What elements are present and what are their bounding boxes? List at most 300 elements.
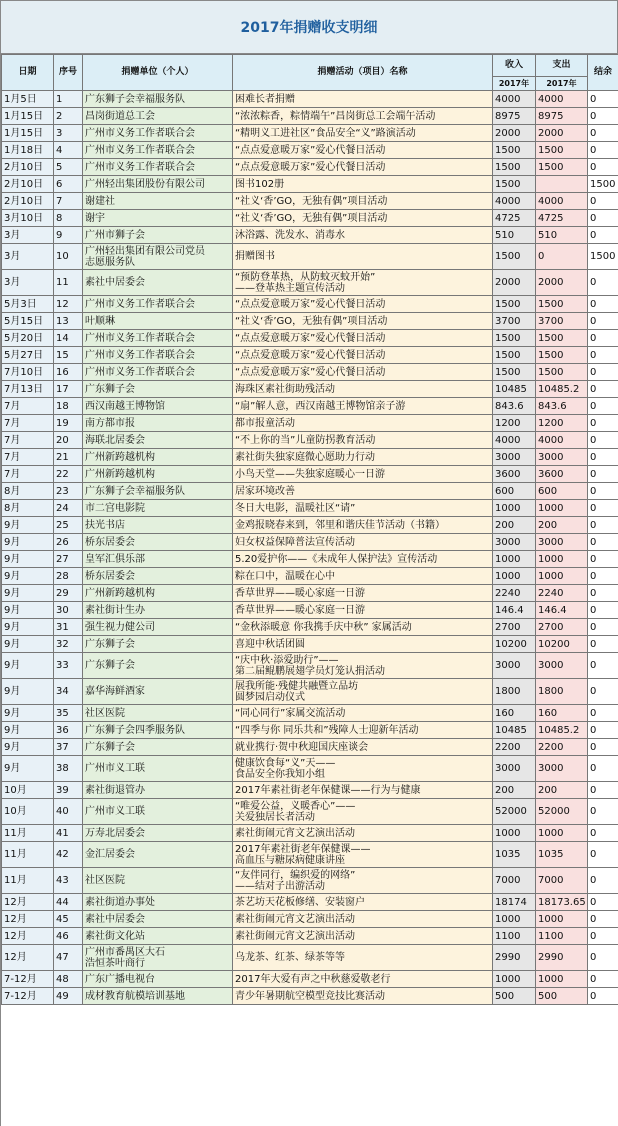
cell-balance: 0 — [588, 500, 618, 517]
cell-expense: 1000 — [536, 551, 588, 568]
cell-expense: 2700 — [536, 619, 588, 636]
table-row — [2, 398, 618, 415]
cell-no: 11 — [54, 270, 83, 296]
cell-donor: 广东广播电视台 — [83, 971, 233, 988]
cell-donor: 广州新跨越机构 — [83, 585, 233, 602]
cell-balance: 0 — [588, 449, 618, 466]
cell-income: 1500 — [493, 142, 536, 159]
table-row — [2, 517, 618, 534]
cell-expense: 0 — [536, 244, 588, 270]
cell-balance: 0 — [588, 653, 618, 679]
cell-activity: “庆中秋·添爱助行”—— 第二届鲲鹏展翅学员灯笼认捐活动 — [233, 653, 493, 679]
table-row — [2, 756, 618, 782]
cell-donor: 广州市义务工作者联合会 — [83, 330, 233, 347]
cell-donor: 广州新跨越机构 — [83, 449, 233, 466]
table-row — [2, 602, 618, 619]
cell-activity: 香草世界——暖心家庭一日游 — [233, 585, 493, 602]
cell-balance: 0 — [588, 159, 618, 176]
cell-activity: “社义‘香’GO，无独有偶”项目活动 — [233, 193, 493, 210]
cell-expense: 600 — [536, 483, 588, 500]
cell-donor: 谢宇 — [83, 210, 233, 227]
cell-expense: 2990 — [536, 945, 588, 971]
cell-balance: 1500 — [588, 176, 618, 193]
table-row — [2, 500, 618, 517]
cell-activity: 健康饮食每“义”天—— 食品安全你我知小组 — [233, 756, 493, 782]
cell-balance: 0 — [588, 602, 618, 619]
cell-income: 10485 — [493, 381, 536, 398]
cell-date: 1月5日 — [2, 91, 54, 108]
cell-income: 3600 — [493, 466, 536, 483]
cell-expense: 500 — [536, 988, 588, 1005]
cell-expense: 160 — [536, 705, 588, 722]
cell-no: 34 — [54, 679, 83, 705]
cell-date: 8月 — [2, 483, 54, 500]
cell-activity: 2017年大爱有声之中秋慈爱敬老行 — [233, 971, 493, 988]
cell-date: 11月 — [2, 825, 54, 842]
table-row — [2, 176, 618, 193]
cell-donor: 社区医院 — [83, 705, 233, 722]
cell-income: 7000 — [493, 868, 536, 894]
cell-date: 9月 — [2, 756, 54, 782]
cell-no: 14 — [54, 330, 83, 347]
table-row — [2, 296, 618, 313]
cell-activity: “点点爱意暖万家”爱心代餐日活动 — [233, 364, 493, 381]
cell-no: 31 — [54, 619, 83, 636]
cell-donor: 万寿北居委会 — [83, 825, 233, 842]
cell-no: 6 — [54, 176, 83, 193]
table-row — [2, 842, 618, 868]
table-row — [2, 653, 618, 679]
cell-activity: 素社街闹元宵文艺演出活动 — [233, 911, 493, 928]
cell-no: 47 — [54, 945, 83, 971]
cell-expense: 1035 — [536, 842, 588, 868]
cell-activity: 冬日大电影，温暖社区“请” — [233, 500, 493, 517]
cell-expense: 8975 — [536, 108, 588, 125]
cell-balance: 0 — [588, 330, 618, 347]
cell-date: 2月10日 — [2, 176, 54, 193]
cell-donor: 桥东居委会 — [83, 534, 233, 551]
cell-income: 1035 — [493, 842, 536, 868]
cell-income: 8975 — [493, 108, 536, 125]
cell-expense: 4000 — [536, 91, 588, 108]
cell-no: 38 — [54, 756, 83, 782]
cell-activity: 都市报童活动 — [233, 415, 493, 432]
cell-balance: 0 — [588, 296, 618, 313]
cell-no: 41 — [54, 825, 83, 842]
cell-no: 26 — [54, 534, 83, 551]
cell-balance: 0 — [588, 125, 618, 142]
cell-income: 52000 — [493, 799, 536, 825]
cell-expense: 4000 — [536, 432, 588, 449]
cell-donor: 广州市义工联 — [83, 756, 233, 782]
cell-donor: 广东狮子会 — [83, 381, 233, 398]
cell-activity: “精明义工进社区”食品安全“义”路演活动 — [233, 125, 493, 142]
cell-no: 29 — [54, 585, 83, 602]
cell-donor: 南方都市报 — [83, 415, 233, 432]
cell-balance: 0 — [588, 210, 618, 227]
cell-no: 45 — [54, 911, 83, 928]
table-row — [2, 108, 618, 125]
cell-balance: 0 — [588, 568, 618, 585]
cell-balance: 0 — [588, 636, 618, 653]
cell-expense: 7000 — [536, 868, 588, 894]
cell-donor: 西汉南越王博物馆 — [83, 398, 233, 415]
cell-balance: 0 — [588, 945, 618, 971]
cell-income: 1500 — [493, 296, 536, 313]
cell-no: 20 — [54, 432, 83, 449]
header-income: 收入 — [493, 55, 536, 77]
cell-income: 4000 — [493, 91, 536, 108]
table-row — [2, 782, 618, 799]
cell-date: 1月15日 — [2, 108, 54, 125]
cell-activity: 素社街失独家庭微心愿助力行动 — [233, 449, 493, 466]
cell-activity: “友伴同行，编织爱的网络” ——结对子出游活动 — [233, 868, 493, 894]
cell-date: 3月 — [2, 244, 54, 270]
cell-expense: 4725 — [536, 210, 588, 227]
cell-no: 1 — [54, 91, 83, 108]
cell-balance: 0 — [588, 782, 618, 799]
cell-donor: 广州市义务工作者联合会 — [83, 347, 233, 364]
cell-balance: 0 — [588, 142, 618, 159]
cell-expense: 2000 — [536, 270, 588, 296]
cell-expense: 3000 — [536, 449, 588, 466]
cell-no: 15 — [54, 347, 83, 364]
cell-income: 10485 — [493, 722, 536, 739]
cell-income: 510 — [493, 227, 536, 244]
cell-date: 7月13日 — [2, 381, 54, 398]
cell-date: 11月 — [2, 868, 54, 894]
cell-income: 1000 — [493, 825, 536, 842]
cell-balance: 0 — [588, 466, 618, 483]
cell-income: 4725 — [493, 210, 536, 227]
header-expense: 支出 — [536, 55, 588, 77]
cell-balance: 0 — [588, 928, 618, 945]
cell-income: 200 — [493, 782, 536, 799]
cell-income: 1000 — [493, 551, 536, 568]
cell-no: 24 — [54, 500, 83, 517]
table-row — [2, 894, 618, 911]
cell-income: 3000 — [493, 449, 536, 466]
cell-balance: 0 — [588, 91, 618, 108]
cell-activity: 乌龙茶、红茶、绿茶等等 — [233, 945, 493, 971]
cell-balance: 0 — [588, 842, 618, 868]
cell-expense: 146.4 — [536, 602, 588, 619]
cell-no: 5 — [54, 159, 83, 176]
cell-no: 40 — [54, 799, 83, 825]
cell-donor: 素社街退管办 — [83, 782, 233, 799]
cell-activity: “社义‘香’GO，无独有偶”项目活动 — [233, 210, 493, 227]
cell-balance: 0 — [588, 911, 618, 928]
cell-income: 600 — [493, 483, 536, 500]
cell-no: 17 — [54, 381, 83, 398]
cell-expense: 1000 — [536, 971, 588, 988]
cell-expense: 1000 — [536, 825, 588, 842]
cell-activity: 困难长者捐赠 — [233, 91, 493, 108]
cell-expense: 4000 — [536, 193, 588, 210]
cell-activity: 海珠区素社街助残活动 — [233, 381, 493, 398]
cell-donor: 广东狮子会幸福服务队 — [83, 91, 233, 108]
cell-balance: 0 — [588, 398, 618, 415]
cell-income: 160 — [493, 705, 536, 722]
cell-donor: 叶顺琳 — [83, 313, 233, 330]
cell-expense: 3000 — [536, 653, 588, 679]
donation-table — [1, 54, 618, 1005]
cell-donor: 素社街计生办 — [83, 602, 233, 619]
header-date: 日期 — [2, 55, 54, 91]
cell-activity: 图书102册 — [233, 176, 493, 193]
table-row — [2, 244, 618, 270]
cell-expense: 1100 — [536, 928, 588, 945]
table-row — [2, 313, 618, 330]
cell-activity: “点点爱意暖万家”爱心代餐日活动 — [233, 159, 493, 176]
cell-balance: 0 — [588, 364, 618, 381]
table-row — [2, 483, 618, 500]
cell-date: 2月10日 — [2, 159, 54, 176]
cell-balance: 0 — [588, 825, 618, 842]
table-row — [2, 911, 618, 928]
cell-date: 9月 — [2, 679, 54, 705]
cell-no: 44 — [54, 894, 83, 911]
cell-no: 37 — [54, 739, 83, 756]
table-row — [2, 722, 618, 739]
cell-date: 9月 — [2, 722, 54, 739]
cell-activity: 喜迎中秋话团圆 — [233, 636, 493, 653]
cell-donor: 广州市义务工作者联合会 — [83, 125, 233, 142]
cell-activity: 粽在口中，温暖在心中 — [233, 568, 493, 585]
cell-balance: 0 — [588, 108, 618, 125]
cell-no: 33 — [54, 653, 83, 679]
cell-activity: “同心同行”家属交流活动 — [233, 705, 493, 722]
cell-balance: 0 — [588, 415, 618, 432]
cell-expense: 1500 — [536, 330, 588, 347]
cell-date: 7月 — [2, 398, 54, 415]
cell-activity: 小鸟天堂——失独家庭暖心一日游 — [233, 466, 493, 483]
table-row — [2, 619, 618, 636]
cell-activity: “扇”解人意，西汉南越王博物馆亲子游 — [233, 398, 493, 415]
cell-date: 12月 — [2, 911, 54, 928]
cell-no: 19 — [54, 415, 83, 432]
cell-no: 8 — [54, 210, 83, 227]
cell-no: 49 — [54, 988, 83, 1005]
cell-donor: 广东狮子会四季服务队 — [83, 722, 233, 739]
cell-donor: 强生视力健公司 — [83, 619, 233, 636]
cell-no: 32 — [54, 636, 83, 653]
cell-expense: 18173.65 — [536, 894, 588, 911]
cell-donor: 广东狮子会 — [83, 739, 233, 756]
cell-income: 1500 — [493, 244, 536, 270]
cell-balance: 0 — [588, 347, 618, 364]
cell-expense: 1500 — [536, 347, 588, 364]
cell-no: 18 — [54, 398, 83, 415]
cell-date: 3月 — [2, 270, 54, 296]
cell-balance: 0 — [588, 619, 618, 636]
cell-balance: 0 — [588, 517, 618, 534]
table-row — [2, 142, 618, 159]
cell-activity: 2017年素社街老年保健课—— 高血压与糖尿病健康讲座 — [233, 842, 493, 868]
cell-donor: 桥东居委会 — [83, 568, 233, 585]
cell-income: 2700 — [493, 619, 536, 636]
cell-donor: 素社中居委会 — [83, 911, 233, 928]
cell-donor: 素社街道办事处 — [83, 894, 233, 911]
cell-expense: 3000 — [536, 756, 588, 782]
cell-date: 3月 — [2, 227, 54, 244]
cell-activity: “四季与你 同乐共和”残障人士迎新年活动 — [233, 722, 493, 739]
cell-donor: 谢建社 — [83, 193, 233, 210]
cell-no: 35 — [54, 705, 83, 722]
cell-date: 7月 — [2, 415, 54, 432]
cell-no: 42 — [54, 842, 83, 868]
cell-activity: “点点爱意暖万家”爱心代餐日活动 — [233, 296, 493, 313]
cell-date: 3月10日 — [2, 210, 54, 227]
cell-activity: 素社街闹元宵文艺演出活动 — [233, 928, 493, 945]
header-income-year: 2017年 — [493, 77, 536, 91]
cell-no: 30 — [54, 602, 83, 619]
cell-activity: 5.20爱护你——《未成年人保护法》宣传活动 — [233, 551, 493, 568]
cell-income: 1500 — [493, 347, 536, 364]
cell-date: 11月 — [2, 842, 54, 868]
table-row — [2, 449, 618, 466]
cell-no: 36 — [54, 722, 83, 739]
cell-expense: 1500 — [536, 159, 588, 176]
cell-donor: 广州市番禺区大石 浩恒茶叶商行 — [83, 945, 233, 971]
cell-balance: 0 — [588, 193, 618, 210]
cell-balance: 0 — [588, 227, 618, 244]
cell-income: 2240 — [493, 585, 536, 602]
cell-balance: 1500 — [588, 244, 618, 270]
cell-income: 3700 — [493, 313, 536, 330]
table-row — [2, 466, 618, 483]
cell-income: 1000 — [493, 911, 536, 928]
cell-income: 10200 — [493, 636, 536, 653]
cell-donor: 金汇居委会 — [83, 842, 233, 868]
cell-expense: 1500 — [536, 296, 588, 313]
cell-balance: 0 — [588, 551, 618, 568]
cell-no: 39 — [54, 782, 83, 799]
cell-income: 3000 — [493, 534, 536, 551]
cell-no: 13 — [54, 313, 83, 330]
header-expense-year: 2017年 — [536, 77, 588, 91]
cell-date: 5月20日 — [2, 330, 54, 347]
cell-balance: 0 — [588, 739, 618, 756]
cell-no: 43 — [54, 868, 83, 894]
cell-income: 1500 — [493, 176, 536, 193]
cell-no: 46 — [54, 928, 83, 945]
cell-donor: 皇军汇俱乐部 — [83, 551, 233, 568]
table-row — [2, 945, 618, 971]
cell-balance: 0 — [588, 988, 618, 1005]
table-row — [2, 364, 618, 381]
cell-income: 2990 — [493, 945, 536, 971]
table-row — [2, 125, 618, 142]
cell-income: 2200 — [493, 739, 536, 756]
cell-income: 500 — [493, 988, 536, 1005]
cell-donor: 广州轻出集团有限公司党员 志愿服务队 — [83, 244, 233, 270]
cell-date: 9月 — [2, 705, 54, 722]
cell-date: 7月10日 — [2, 364, 54, 381]
cell-donor: 广州市义工联 — [83, 799, 233, 825]
cell-no: 27 — [54, 551, 83, 568]
cell-date: 7-12月 — [2, 988, 54, 1005]
cell-date: 9月 — [2, 551, 54, 568]
cell-date: 9月 — [2, 636, 54, 653]
cell-income: 3000 — [493, 756, 536, 782]
header-activity: 捐赠活动（项目）名称 — [233, 55, 493, 91]
table-row — [2, 432, 618, 449]
cell-expense: 2240 — [536, 585, 588, 602]
cell-date: 12月 — [2, 894, 54, 911]
cell-no: 22 — [54, 466, 83, 483]
cell-balance: 0 — [588, 756, 618, 782]
cell-activity: 青少年暑期航空模型竞技比赛活动 — [233, 988, 493, 1005]
table-row — [2, 679, 618, 705]
table-row — [2, 415, 618, 432]
cell-donor: 广州新跨越机构 — [83, 466, 233, 483]
cell-no: 12 — [54, 296, 83, 313]
cell-expense: 1800 — [536, 679, 588, 705]
cell-income: 843.6 — [493, 398, 536, 415]
cell-date: 9月 — [2, 534, 54, 551]
cell-expense: 52000 — [536, 799, 588, 825]
cell-activity: “浓浓粽香，粽情端午”昌岗街总工会端午活动 — [233, 108, 493, 125]
table-row — [2, 585, 618, 602]
cell-no: 9 — [54, 227, 83, 244]
cell-income: 1100 — [493, 928, 536, 945]
table-row — [2, 739, 618, 756]
table-row — [2, 227, 618, 244]
cell-income: 2000 — [493, 270, 536, 296]
cell-expense: 10485.2 — [536, 722, 588, 739]
cell-date: 9月 — [2, 653, 54, 679]
cell-activity: “金秋添暖意 你我携手庆中秋” 家属活动 — [233, 619, 493, 636]
cell-activity: 金鸡报晓春来到，邻里和谐庆佳节活动（书籍） — [233, 517, 493, 534]
cell-balance: 0 — [588, 270, 618, 296]
cell-date: 12月 — [2, 945, 54, 971]
cell-income: 200 — [493, 517, 536, 534]
cell-activity: “预防登革热，从防蚊灭蚊开始” ——登革热主题宣传活动 — [233, 270, 493, 296]
cell-date: 9月 — [2, 619, 54, 636]
cell-no: 16 — [54, 364, 83, 381]
cell-expense: 3600 — [536, 466, 588, 483]
cell-no: 48 — [54, 971, 83, 988]
table-row — [2, 347, 618, 364]
table-row — [2, 381, 618, 398]
cell-income: 1000 — [493, 971, 536, 988]
table-row — [2, 799, 618, 825]
cell-expense: 10200 — [536, 636, 588, 653]
cell-balance: 0 — [588, 483, 618, 500]
cell-donor: 广州市义务工作者联合会 — [83, 142, 233, 159]
cell-date: 9月 — [2, 739, 54, 756]
table-row — [2, 159, 618, 176]
cell-activity: “点点爱意暖万家”爱心代餐日活动 — [233, 347, 493, 364]
cell-activity: “不上你的当”儿童防拐教育活动 — [233, 432, 493, 449]
cell-expense: 1000 — [536, 500, 588, 517]
cell-expense: 2000 — [536, 125, 588, 142]
cell-balance: 0 — [588, 679, 618, 705]
cell-income: 1200 — [493, 415, 536, 432]
cell-income: 1000 — [493, 500, 536, 517]
cell-donor: 海联北居委会 — [83, 432, 233, 449]
cell-donor: 扶光书店 — [83, 517, 233, 534]
cell-date: 8月 — [2, 500, 54, 517]
cell-income: 18174 — [493, 894, 536, 911]
header-no: 序号 — [54, 55, 83, 91]
cell-balance: 0 — [588, 894, 618, 911]
cell-no: 23 — [54, 483, 83, 500]
table-row — [2, 91, 618, 108]
cell-donor: 广州市义务工作者联合会 — [83, 296, 233, 313]
cell-income: 4000 — [493, 193, 536, 210]
